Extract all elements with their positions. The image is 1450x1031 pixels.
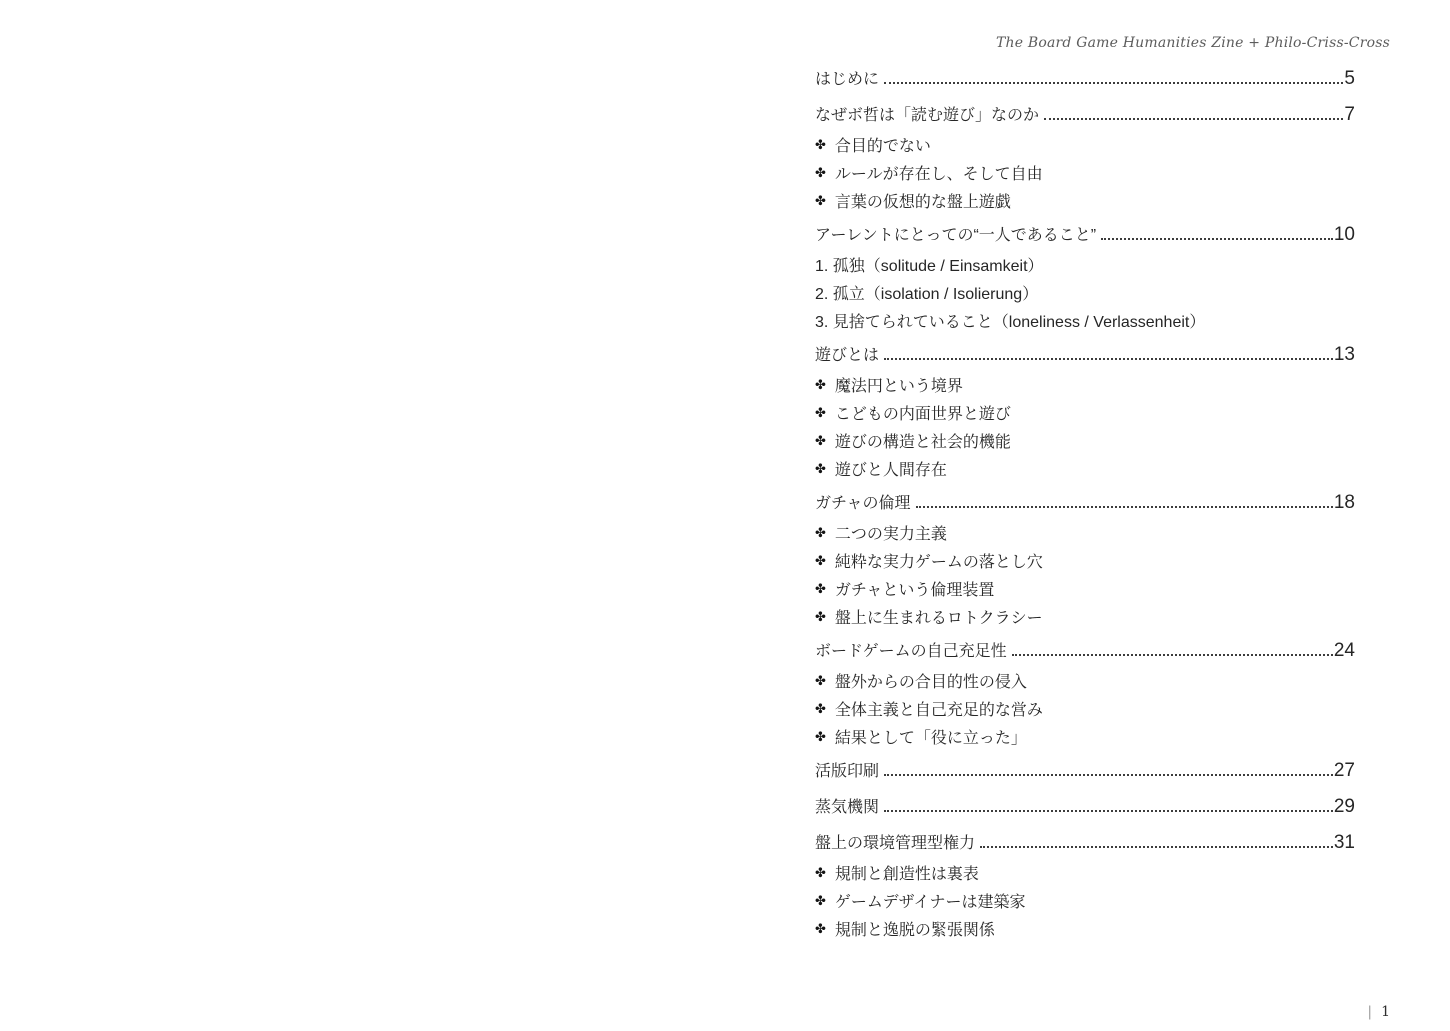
toc-subitem xyxy=(815,858,1355,886)
toc-subitem xyxy=(815,722,1355,750)
clover-bullet-icon: ✤ xyxy=(815,432,826,448)
toc-subitem xyxy=(815,158,1355,186)
toc-entry-title: 蒸気機関 xyxy=(815,799,880,816)
dot-leader xyxy=(916,506,1333,508)
clover-bullet-icon: ✤ xyxy=(815,892,826,908)
toc-subitem-text: ルールが存在し、そして自由 xyxy=(834,165,1043,183)
clover-bullet-icon: ✤ xyxy=(815,672,826,688)
toc-subitem-text: ガチャという倫理装置 xyxy=(834,581,995,599)
toc-entry xyxy=(815,220,1355,250)
toc-subitem-text: 結果として「役に立った」 xyxy=(834,729,1027,747)
toc-subitem-text: 言葉の仮想的な盤上遊戯 xyxy=(834,193,1011,211)
dot-leader xyxy=(884,82,1343,84)
toc-entry-title: アーレントにとっての“一人であること” xyxy=(815,227,1097,244)
toc-subitem-text: 盤上に生まれるロトクラシー xyxy=(834,609,1043,627)
dot-leader xyxy=(884,810,1333,812)
toc-entry xyxy=(815,828,1355,858)
toc-subitem xyxy=(815,546,1355,574)
toc-subitem xyxy=(815,130,1355,158)
toc-entry-title: ガチャの倫理 xyxy=(815,495,911,512)
running-header xyxy=(996,35,1390,52)
toc-entry-page: 10 xyxy=(1333,224,1355,245)
clover-bullet-icon: ✤ xyxy=(815,524,826,540)
clover-bullet-icon: ✤ xyxy=(815,920,826,936)
toc-subitem-text: 全体主義と自己充足的な営み xyxy=(834,701,1043,719)
clover-bullet-icon: ✤ xyxy=(815,552,826,568)
toc-subitem xyxy=(815,694,1355,722)
toc-subitem xyxy=(815,666,1355,694)
toc-entry xyxy=(815,756,1355,786)
toc-subitem xyxy=(815,398,1355,426)
toc-subitem xyxy=(815,518,1355,546)
dot-leader xyxy=(980,846,1333,848)
toc-subitem xyxy=(815,914,1355,942)
toc-entry xyxy=(815,340,1355,370)
toc-subitem-text: 3. 見捨てられていること（loneliness / Verlassenheit） xyxy=(815,313,1206,331)
toc-subitem-text: 規制と逸脱の緊張関係 xyxy=(834,921,995,939)
clover-bullet-icon: ✤ xyxy=(815,192,826,208)
clover-bullet-icon: ✤ xyxy=(815,404,826,420)
clover-bullet-icon: ✤ xyxy=(815,608,826,624)
toc-entry-page: 24 xyxy=(1333,640,1355,661)
toc-subitem-text: 1. 孤独（solitude / Einsamkeit） xyxy=(815,257,1044,275)
dot-leader xyxy=(1012,654,1333,656)
toc-entry-title: 盤上の環境管理型権力 xyxy=(815,835,976,852)
toc-subitem-text: 遊びと人間存在 xyxy=(834,461,947,479)
toc-entry xyxy=(815,792,1355,822)
toc-entry-page: 5 xyxy=(1344,68,1355,89)
toc-entry-page: 31 xyxy=(1333,832,1355,853)
toc-subitem-text: こどもの内面世界と遊び xyxy=(834,405,1011,423)
toc-subitem xyxy=(815,370,1355,398)
clover-bullet-icon: ✤ xyxy=(815,376,826,392)
toc-entry-title: はじめに xyxy=(815,71,880,88)
clover-bullet-icon: ✤ xyxy=(815,700,826,716)
toc-subitem-text: 2. 孤立（isolation / Isolierung） xyxy=(815,285,1039,303)
toc-entry-page: 13 xyxy=(1333,344,1355,365)
clover-bullet-icon: ✤ xyxy=(815,580,826,596)
toc-entry xyxy=(815,100,1355,130)
toc-subitem xyxy=(815,574,1355,602)
dot-leader xyxy=(884,774,1333,776)
clover-bullet-icon: ✤ xyxy=(815,460,826,476)
toc-subitem xyxy=(815,278,1355,306)
toc-entry-title: 活版印刷 xyxy=(815,763,880,780)
dot-leader xyxy=(1044,118,1343,120)
toc-entry xyxy=(815,488,1355,518)
toc-subitem xyxy=(815,306,1355,334)
toc-entry-title: なぜボ哲は「読む遊び」なのか xyxy=(815,107,1040,124)
toc-entry xyxy=(815,64,1355,94)
toc-entry-page: 27 xyxy=(1333,760,1355,781)
toc-entry-page: 7 xyxy=(1344,104,1355,125)
folio-page-number: 1 xyxy=(1381,1004,1390,1020)
toc-entry-page: 29 xyxy=(1333,796,1355,817)
folio-separator: | xyxy=(1367,1004,1373,1020)
zine-title: The Board Game Humanities Zine + Philo-Criss-Cross xyxy=(995,35,1390,51)
toc-subitem-text: 合目的でない xyxy=(834,137,931,155)
toc-entry-title: 遊びとは xyxy=(815,347,880,364)
toc-subitem-text: 規制と創造性は裏表 xyxy=(834,865,979,883)
toc-subitem-text: ゲームデザイナーは建築家 xyxy=(834,893,1026,911)
toc-subitem xyxy=(815,250,1355,278)
clover-bullet-icon: ✤ xyxy=(815,864,826,880)
dot-leader xyxy=(884,358,1333,360)
toc-subitem xyxy=(815,426,1355,454)
dot-leader xyxy=(1101,238,1333,240)
toc-subitem-text: 魔法円という境界 xyxy=(834,377,963,395)
table-of-contents xyxy=(815,64,1355,942)
toc-subitem-text: 二つの実力主義 xyxy=(834,525,947,543)
toc-subitem xyxy=(815,886,1355,914)
toc-subitem xyxy=(815,186,1355,214)
clover-bullet-icon: ✤ xyxy=(815,136,826,152)
toc-subitem xyxy=(815,602,1355,630)
toc-entry xyxy=(815,636,1355,666)
toc-subitem xyxy=(815,454,1355,482)
clover-bullet-icon: ✤ xyxy=(815,164,826,180)
toc-subitem-text: 純粋な実力ゲームの落とし穴 xyxy=(834,553,1043,571)
toc-subitem-text: 盤外からの合目的性の侵入 xyxy=(834,673,1027,691)
toc-entry-title: ボードゲームの自己充足性 xyxy=(815,643,1007,660)
clover-bullet-icon: ✤ xyxy=(815,728,826,744)
page-footer xyxy=(1367,1004,1390,1020)
toc-subitem-text: 遊びの構造と社会的機能 xyxy=(834,433,1011,451)
toc-entry-page: 18 xyxy=(1333,492,1355,513)
